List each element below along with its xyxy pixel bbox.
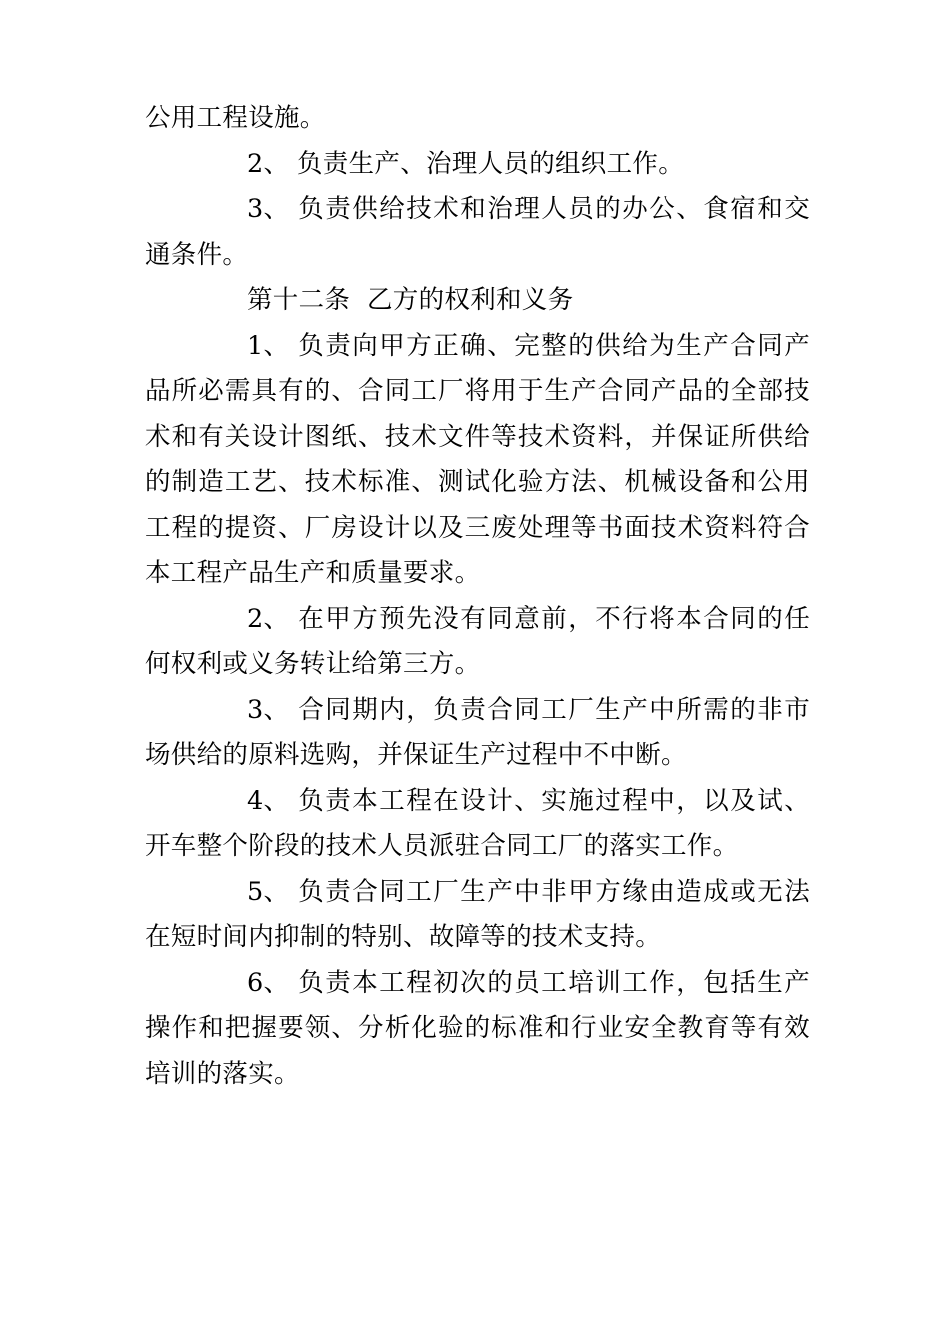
clause-number: 2、 bbox=[247, 148, 290, 179]
clause-text: 负责本工程在设计、实施过程中，以及试、开车整个阶段的技术人员派驻合同工厂的落实工作。 bbox=[145, 785, 810, 861]
clause-number: 6、 bbox=[247, 967, 290, 998]
clause-number: 2、 bbox=[247, 603, 290, 634]
clause-number: 3、 bbox=[247, 694, 290, 725]
document-body bbox=[145, 96, 810, 1097]
clause-item-2 bbox=[145, 142, 810, 188]
clause-text: 负责向甲方正确、完整的供给为生产合同产品所必需具有的、合同工厂将用于生产合同产品的全部技术和有关设计图纸、技术文件等技术资料，并保证所供给的制造工艺、技术标准、测试化验方法、机械设备和公用工程的提资、厂房设计以及三废处理等书面技术资料符合本工程产品生产和质量要求。 bbox=[145, 330, 810, 588]
paragraph-continuation bbox=[145, 96, 810, 142]
clause-number: 5、 bbox=[247, 876, 290, 907]
clause-item-6 bbox=[145, 961, 810, 1098]
clause-item-2b bbox=[145, 597, 810, 688]
clause-item-5 bbox=[145, 870, 810, 961]
clause-text: 负责合同工厂生产中非甲方缘由造成或无法在短时间内抑制的特别、故障等的技术支持。 bbox=[145, 876, 810, 952]
clause-item-3 bbox=[145, 187, 810, 278]
article-heading bbox=[145, 278, 810, 324]
clause-item-1 bbox=[145, 324, 810, 597]
clause-text: 在甲方预先没有同意前，不行将本合同的任何权利或义务转让给第三方。 bbox=[145, 603, 810, 679]
paragraph-text: 公用工程设施。 bbox=[145, 103, 326, 133]
clause-number: 3、 bbox=[247, 194, 290, 224]
clause-text: 负责本工程初次的员工培训工作，包括生产操作和把握要领、分析化验的标准和行业安全教育等有效培训的落实。 bbox=[145, 967, 810, 1089]
clause-text: 负责供给技术和治理人员的办公、食宿和交通条件。 bbox=[145, 194, 810, 270]
clause-number: 1、 bbox=[247, 330, 290, 361]
clause-text: 负责生产、治理人员的组织工作。 bbox=[297, 148, 685, 179]
clause-text: 合同期内，负责合同工厂生产中所需的非市场供给的原料选购，并保证生产过程中不中断。 bbox=[145, 694, 810, 770]
clause-number: 4、 bbox=[247, 785, 290, 816]
clause-item-4 bbox=[145, 779, 810, 870]
clause-item-3b bbox=[145, 688, 810, 779]
article-title: 第十二条 乙方的权利和义务 bbox=[247, 285, 574, 315]
